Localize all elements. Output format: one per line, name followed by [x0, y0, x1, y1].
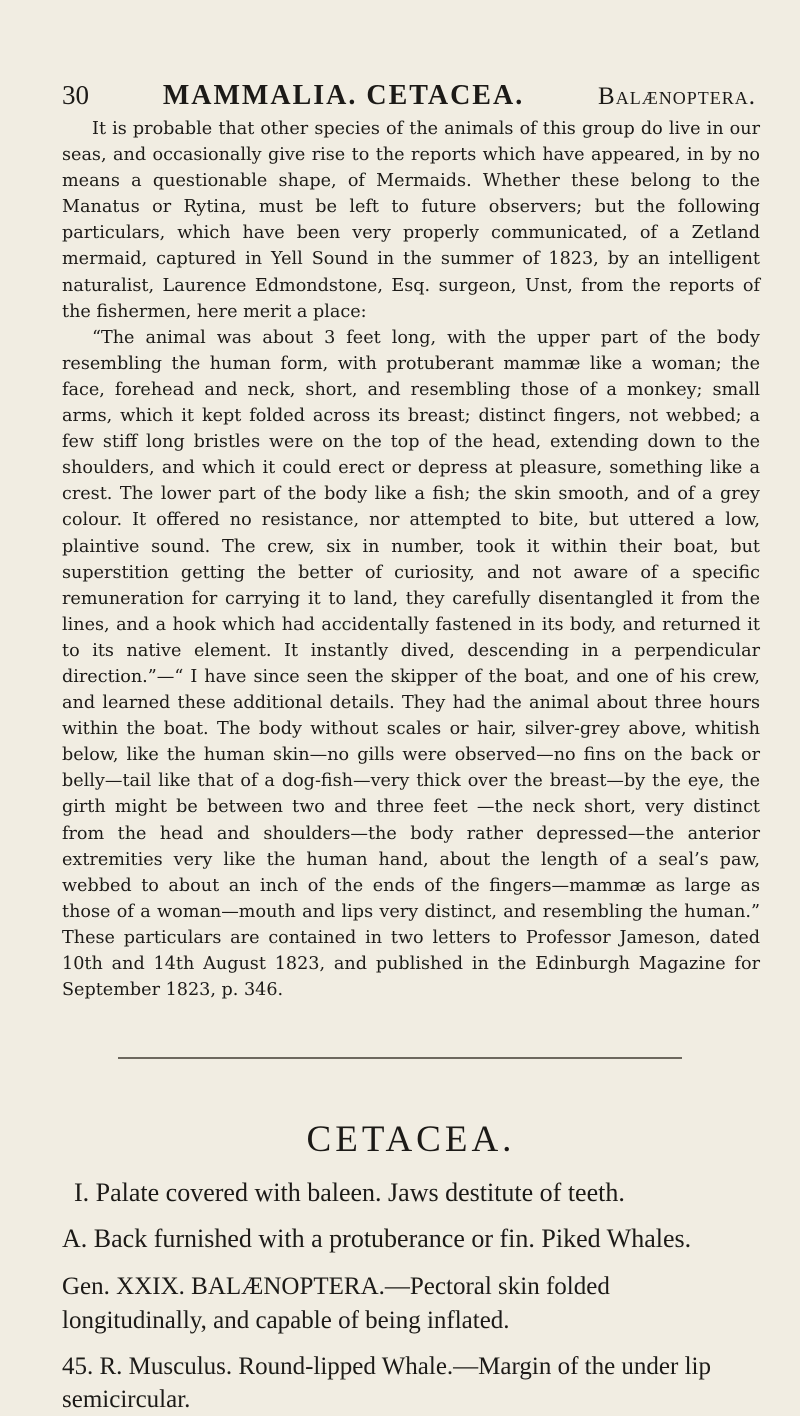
section-title: CETACEA.	[306, 1119, 516, 1160]
running-title: MAMMALIA. CETACEA.	[162, 80, 525, 111]
subheading-back: A. Back furnished with a protuberance or fin. Piked Whales.	[62, 1224, 692, 1253]
page-number: 30	[62, 80, 89, 110]
body-text	[62, 116, 760, 1003]
species-heading: 45. R. Musculus. Round-lipped Whale.—Margin of the under lip semicircular.	[62, 1353, 711, 1413]
genus-heading: Gen. XXIX. BALÆNOPTERA.—Pectoral skin folded longitudinally, and capable of being inflated.	[62, 1273, 610, 1334]
paragraph-quotation: “The animal was about 3 feet long, with the upper part of the body resembling the human form, with protuberant mammæ like a woman; the face, forehead and neck, short, and resembling those of a monkey; small arms, which it kept folded across its breast; distinct fingers, not webbed; a few stiff long bristles were on the top of the head, extending down to the shoulders, and which it could erect or depress at pleasure, something like a crest. The lower part of the body like a fish; the skin smooth, and of a grey colour. It offered no resistance, nor attempted to bite, but uttered a low, plaintive sound. The crew, six in number, took it within their boat, but superstition getting the better of curiosity, and not aware of a specific remuneration for carrying it to land, they carefully disentangled it from the lines, and a hook which had accidentally fastened in its body, and returned it to its native element. It instantly dived, descending in a perpendicular direction.”—“ I have since seen the skipper of the boat, and one of his crew, and learned these additional details. They had the animal about three hours within the boat. The body without scales or hair, silver-grey above, whitish below, like the human skin—no gills were observed—no fins on the back or belly—tail like that of a dog-fish—very thick over the breast—by the eye, the girth might be between two and three feet —the neck short, very distinct from the head and shoulders—the body rather depressed—the anterior extremities very like the human hand, about the length of a seal’s paw, webbed to about an inch of the ends of the fingers—mammæ as large as those of a woman—mouth and lips very distinct, and resembling the human.” These particulars are contained in two letters to Professor Jameson, dated 10th and 14th August 1823, and published in the Edinburgh Magazine for September 1823, p. 346.	[62, 327, 760, 1001]
running-head	[62, 80, 756, 112]
paragraph-intro: It is probable that other species of the animals of this group do live in our seas, and occasionally give rise to the reports which have appeared, in by no means a questionable shape, of Mermaids. Whether these belong to the Manatus or Rytina, must be left to future observers; but the following particulars, which have been very properly communicated, of a Zetland mermaid, captured in Yell Sound in the summer of 1823, by an intelligent naturalist, Laurence Edmondstone, Esq. surgeon, Unst, from the reports of the fishermen, here merit a place:	[62, 119, 760, 322]
section-divider	[118, 1057, 682, 1059]
subheading-palate: I. Palate covered with baleen. Jaws destitute of teeth.	[74, 1178, 625, 1207]
running-head-right: Balænoptera.	[598, 83, 756, 110]
